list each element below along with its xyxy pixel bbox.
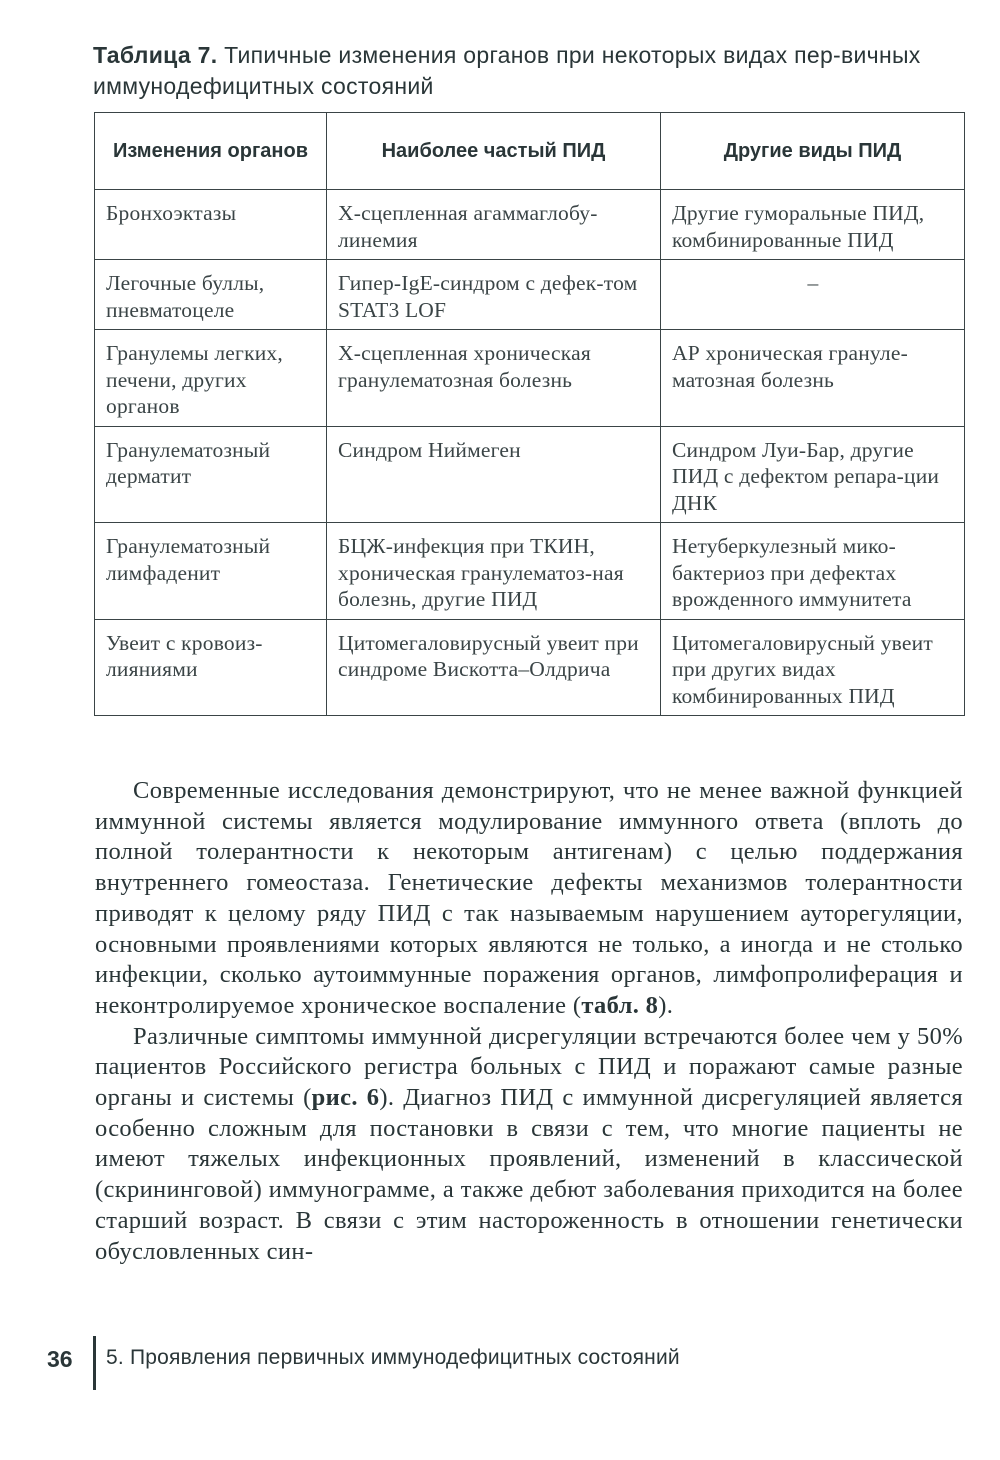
- table-cell: Нетуберкулезный мико-бактериоз при дефектах врожденного иммунитета: [661, 523, 965, 620]
- table-cell: Синдром Луи-Бар, другие ПИД с дефектом репара-ции ДНК: [661, 426, 965, 523]
- table-cell: Х-сцепленная хроническая гранулематозная болезнь: [327, 330, 661, 427]
- table-row: [95, 260, 965, 330]
- table-caption-label: Таблица 7.: [93, 42, 218, 68]
- table-cell: Цитомегаловирусный увеит при синдроме Вискотта–Олдрича: [327, 619, 661, 716]
- table-row: [95, 330, 965, 427]
- paragraph-1-end: ).: [658, 991, 674, 1019]
- figure-6-reference: рис. 6: [311, 1084, 380, 1112]
- table-cell: Цитомегаловирусный увеит при других видах комбинированных ПИД: [661, 619, 965, 716]
- paragraph-2-text: Различные симптомы иммунной дисрегуляции встречаются более чем у 50% пациентов Российского регистра больных с ПИД и поражают самые разные органы и системы (: [95, 1022, 963, 1112]
- table-cell: –: [661, 260, 965, 330]
- header-organ-changes: Изменения органов: [95, 113, 327, 190]
- paragraph-1-text: Современные исследования демонстрируют, что не менее важной функцией иммунной системы является модулирование иммунного ответа (вплоть до полной толерантности к некоторым антигенам) с целью поддержания внутреннего гомеостаза. Генетические дефекты механизмов толерантности приводят к целому ряду ПИД с так называемым нарушением ауторегуляции, основными проявлениями которых являются не только, а иногда и не столько инфекции, сколько аутоиммунные поражения органов, лимфопролиферация и неконтролируемое хроническое воспаление (: [95, 777, 963, 1019]
- paragraph-2-end: ). Диагноз ПИД с иммунной дисрегуляцией является особенно сложным для постановки в связи с тем, что многие пациенты не имеют тяжелых инфекционных проявлений, изменений в классической (скрининговой) иммунограмме, а также дебют заболевания приходится на более старший возраст. В связи с этим настороженность в отношении генетически обусловленных син-: [95, 1084, 963, 1265]
- header-most-common-pid: Наиболее частый ПИД: [327, 113, 661, 190]
- page-number: 36: [47, 1346, 73, 1372]
- table-cell: Увеит с кровоиз-лияниями: [95, 619, 327, 716]
- page-footer: [0, 1336, 1000, 1396]
- table-row: [95, 190, 965, 260]
- table-cell: Гранулемы легких, печени, других органов: [95, 330, 327, 427]
- table-8-reference: табл. 8: [581, 991, 659, 1019]
- table-cell: Синдром Ниймеген: [327, 426, 661, 523]
- table-cell: Другие гуморальные ПИД, комбинированные ПИД: [661, 190, 965, 260]
- footer-divider: [93, 1336, 96, 1390]
- table-cell: Гипер-IgE-синдром с дефек-том STAT3 LOF: [327, 260, 661, 330]
- table-row: [95, 619, 965, 716]
- table-cell: БЦЖ-инфекция при ТКИН, хроническая гранулематоз-ная болезнь, другие ПИД: [327, 523, 661, 620]
- body-text: [95, 776, 963, 1267]
- table-cell: Х-сцепленная агаммаглобу-линемия: [327, 190, 661, 260]
- table-cell: Бронхоэктазы: [95, 190, 327, 260]
- table-caption-text: Типичные изменения органов при некоторых видах пер-вичных иммунодефицитных состояний: [93, 42, 921, 99]
- table-row: [95, 426, 965, 523]
- table-cell: Гранулематозный лимфаденит: [95, 523, 327, 620]
- chapter-title: 5. Проявления первичных иммунодефицитных состояний: [106, 1346, 680, 1369]
- table-cell: АР хроническая грануле-матозная болезнь: [661, 330, 965, 427]
- organ-changes-table: [94, 112, 965, 716]
- table-cell: Гранулематозный дерматит: [95, 426, 327, 523]
- header-other-pid: Другие виды ПИД: [661, 113, 965, 190]
- table-header-row: [95, 113, 965, 190]
- paragraph-2: [95, 1022, 963, 1268]
- paragraph-1: [95, 776, 963, 1022]
- table-row: [95, 523, 965, 620]
- table-cell: Легочные буллы, пневматоцеле: [95, 260, 327, 330]
- table-caption: [93, 40, 963, 102]
